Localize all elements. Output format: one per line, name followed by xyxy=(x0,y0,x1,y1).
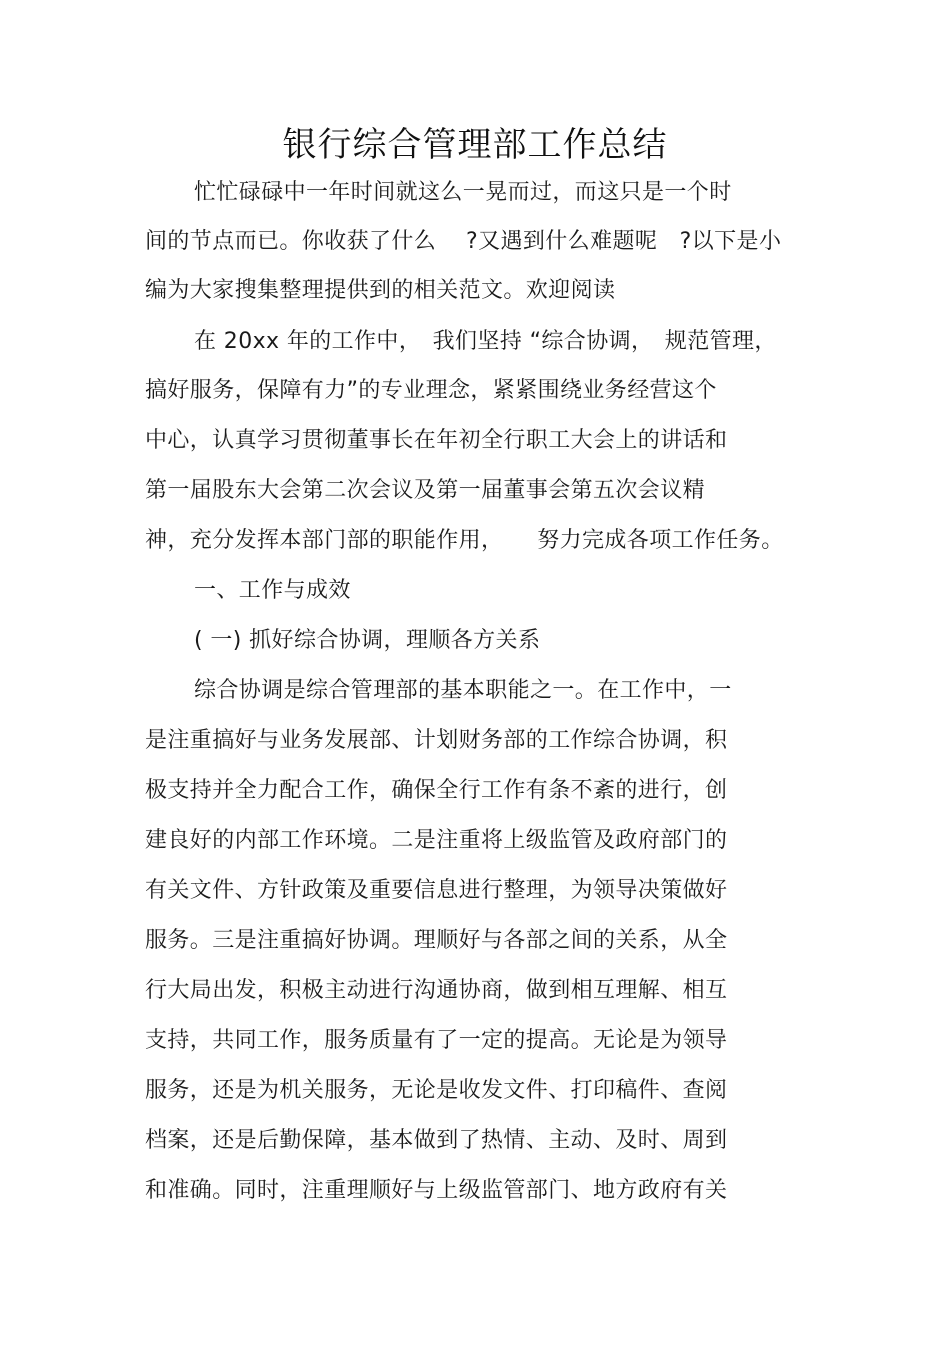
paragraph-line: 档案，还是后勤保障，基本做到了热情、主动、及时、周到 xyxy=(145,1128,728,1153)
paragraph-line: 支持，共同工作，服务质量有了一定的提高。无论是为领导 xyxy=(145,1028,728,1053)
document-title: 银行综合管理部工作总结 xyxy=(282,125,668,165)
subsection-heading: ( 一) 抓好综合协调，理顺各方关系 xyxy=(194,628,541,653)
paragraph-line: 编为大家搜集整理提供到的相关范文。欢迎阅读 xyxy=(145,278,616,303)
paragraph-line: 综合协调是综合管理部的基本职能之一。在工作中，一 xyxy=(194,678,732,703)
paragraph-line: 是注重搞好与业务发展部、计划财务部的工作综合协调，积 xyxy=(145,728,728,753)
paragraph-line: 搞好服务，保障有力”的专业理念，紧紧围绕业务经营这个 xyxy=(145,378,717,403)
paragraph-line: 有关文件、方针政策及重要信息进行整理，为领导决策做好 xyxy=(145,878,728,903)
paragraph-line: 行大局出发，积极主动进行沟通协商，做到相互理解、相互 xyxy=(145,978,728,1003)
paragraph-line: 在 20xx 年的工作中， 我们坚持 “综合协调， 规范管理， xyxy=(194,329,777,354)
paragraph-line: 忙忙碌碌中一年时间就这么一晃而过，而这只是一个时 xyxy=(194,180,732,205)
paragraph-line: 第一届股东大会第二次会议及第一届董事会第五次会议精 xyxy=(145,478,706,503)
paragraph-line: 神，充分发挥本部门部的职能作用， 努力完成各项工作任务。 xyxy=(145,528,784,553)
paragraph-line: 间的节点而已。你收获了什么 ?又遇到什么难题呢 ?以下是小 xyxy=(145,229,782,254)
paragraph-line: 建良好的内部工作环境。二是注重将上级监管及政府部门的 xyxy=(145,828,728,853)
paragraph-line: 中心，认真学习贯彻董事长在年初全行职工大会上的讲话和 xyxy=(145,428,728,453)
paragraph-line: 极支持并全力配合工作，确保全行工作有条不紊的进行，创 xyxy=(145,778,728,803)
section-heading: 一、工作与成效 xyxy=(194,578,351,603)
paragraph-line: 服务，还是为机关服务，无论是收发文件、打印稿件、查阅 xyxy=(145,1078,728,1103)
paragraph-line: 和准确。同时，注重理顺好与上级监管部门、地方政府有关 xyxy=(145,1178,728,1203)
paragraph-line: 服务。三是注重搞好协调。理顺好与各部之间的关系，从全 xyxy=(145,928,728,953)
